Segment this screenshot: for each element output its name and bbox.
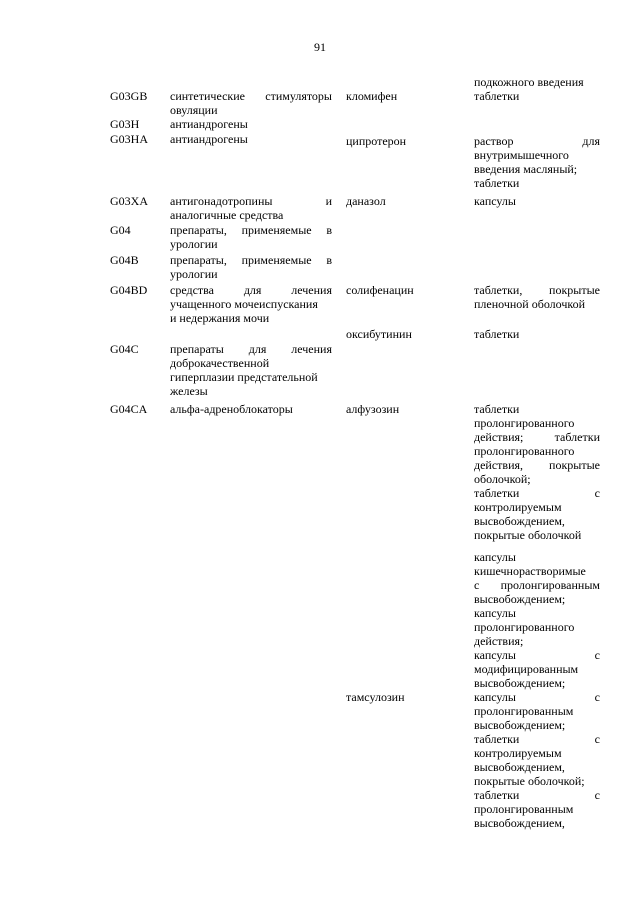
cell-line: урологии (170, 267, 218, 281)
cell-line: оболочкой; (474, 472, 531, 486)
form-cell (474, 75, 600, 89)
drug-name: алфузозин (346, 402, 400, 416)
cell-line: и недержания мочи (170, 311, 270, 325)
cell-line: гиперплазии предстательной (170, 370, 318, 384)
cell-line: препараты, применяемые в (170, 223, 332, 237)
drug-name: оксибутинин (346, 327, 412, 341)
cell-line: учащенного мочеиспускания (170, 297, 318, 311)
group-cell (170, 117, 332, 131)
form-cell (474, 134, 600, 190)
atc-code: G04CA (110, 402, 148, 416)
cell-line: покрытые оболочкой (474, 528, 582, 542)
cell-line: с пролонгированным (474, 578, 600, 592)
cell-line: урологии (170, 237, 218, 251)
cell-line: таблетки с (474, 788, 600, 802)
form-cell (474, 89, 600, 103)
cell-line: таблетки (474, 327, 520, 341)
atc-code: G03H (110, 117, 140, 131)
cell-line: подкожного введения (474, 75, 584, 89)
group-cell (170, 194, 332, 222)
cell-line: препараты, применяемые в (170, 253, 332, 267)
cell-line: пленочной оболочкой (474, 297, 586, 311)
cell-line: действия; (474, 634, 524, 648)
form-cell (474, 550, 600, 830)
cell-line: высвобождением, (474, 514, 565, 528)
cell-line: железы (170, 384, 208, 398)
cell-line: покрытые оболочкой; (474, 774, 585, 788)
cell-line: таблетки, покрытые (474, 283, 600, 297)
atc-code: G04 (110, 223, 131, 237)
cell-line: внутримышечного (474, 148, 569, 162)
cell-line: таблетки (474, 402, 520, 416)
atc-code: G03XA (110, 194, 148, 208)
atc-code: G04BD (110, 283, 148, 297)
cell-line: капсулы с (474, 648, 600, 662)
cell-line: препараты для лечения (170, 342, 332, 356)
cell-line: действия, покрытые (474, 458, 600, 472)
cell-line: контролируемым (474, 500, 562, 514)
cell-line: модифицированным (474, 662, 579, 676)
cell-line: средства для лечения (170, 283, 332, 297)
cell-line: аналогичные средства (170, 208, 284, 222)
group-cell (170, 132, 332, 146)
cell-line: альфа-адреноблокаторы (170, 402, 293, 416)
cell-line: таблетки (474, 89, 520, 103)
cell-line: антиандрогены (170, 132, 248, 146)
cell-line: капсулы (474, 606, 516, 620)
drug-name: тамсулозин (346, 690, 405, 704)
cell-line: высвобождением, (474, 816, 565, 830)
form-cell (474, 402, 600, 542)
cell-line: высвобождением; (474, 676, 566, 690)
group-cell (170, 89, 332, 117)
drug-name: ципротерон (346, 134, 407, 148)
cell-line: пролонгированным (474, 704, 574, 718)
drug-name: солифенацин (346, 283, 414, 297)
atc-code: G03GB (110, 89, 148, 103)
cell-line: таблетки (474, 176, 520, 190)
cell-line: капсулы (474, 550, 516, 564)
cell-line: капсулы (474, 194, 516, 208)
form-cell (474, 327, 600, 341)
cell-line: высвобождением, (474, 760, 565, 774)
group-cell (170, 253, 332, 281)
cell-line: кишечнорастворимые (474, 564, 586, 578)
cell-line: антиандрогены (170, 117, 248, 131)
group-cell (170, 223, 332, 251)
drug-name: кломифен (346, 89, 398, 103)
cell-line: пролонгированного (474, 444, 575, 458)
page-number: 91 (314, 40, 326, 54)
atc-code: G03HA (110, 132, 148, 146)
cell-line: капсулы с (474, 690, 600, 704)
cell-line: овуляции (170, 103, 218, 117)
atc-code: G04B (110, 253, 139, 267)
cell-line: антигонадотропины и (170, 194, 332, 208)
atc-code: G04C (110, 342, 139, 356)
cell-line: пролонгированного (474, 620, 575, 634)
cell-line: высвобождением; (474, 718, 566, 732)
group-cell (170, 283, 332, 325)
form-cell (474, 283, 600, 311)
cell-line: пролонгированного (474, 416, 575, 430)
cell-line: таблетки с (474, 486, 600, 500)
group-cell (170, 342, 332, 398)
cell-line: контролируемым (474, 746, 562, 760)
cell-line: раствор для (474, 134, 600, 148)
group-cell (170, 402, 332, 416)
cell-line: доброкачественной (170, 356, 270, 370)
form-cell (474, 194, 600, 208)
cell-line: синтетические стимуляторы (170, 89, 332, 103)
cell-line: введения масляный; (474, 162, 578, 176)
cell-line: таблетки с (474, 732, 600, 746)
cell-line: высвобождением; (474, 592, 566, 606)
drug-name: даназол (346, 194, 386, 208)
cell-line: пролонгированным (474, 802, 574, 816)
cell-line: действия; таблетки (474, 430, 600, 444)
